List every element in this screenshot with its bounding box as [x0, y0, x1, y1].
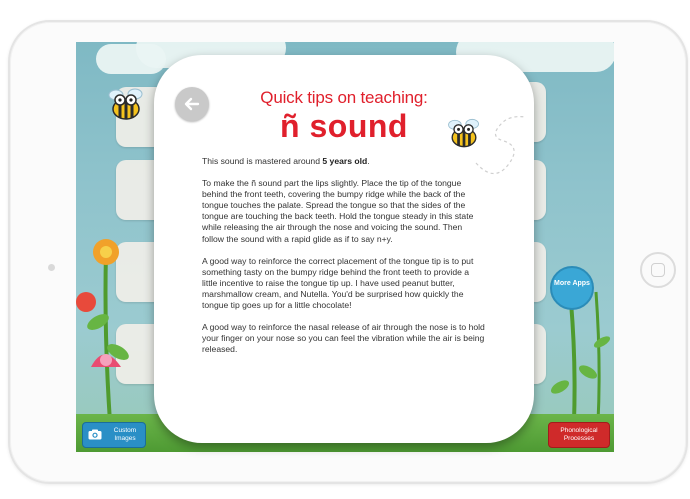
cloud	[96, 44, 166, 74]
camera-icon	[88, 429, 102, 440]
tip-paragraph: A good way to reinforce the correct placement of the tongue tip is to put something tasty on the bumpy ridge behind the front teeth to provide a little incentive to raise the tongue tip up. I have used peanut butter, marshmallow cream, and Nutella. You'd be surprised how quickly the tongue tip goes up for a little chocolate!	[202, 255, 474, 311]
more-apps-button[interactable]	[550, 266, 594, 310]
bee-mascot-icon	[444, 113, 484, 153]
teaching-tips-modal	[154, 55, 534, 443]
phonological-processes-button[interactable]	[548, 422, 610, 448]
intro-paragraph: This sound is mastered around 5 years old.	[202, 156, 370, 166]
home-button[interactable]	[640, 252, 676, 288]
tip-paragraph: To make the ñ sound part the lips slightly. Place the tip of the tongue behind the front teeth, covering the bumpy ridge while the back of the tongue touches the palate. Spread the tongue so that the sides of the tongue are touching the back teeth. Hold the tongue steady in this state while releasing the air through the nose and voicing the sound. Then follow the sound with a rapid glide as if to say n+y.	[202, 178, 474, 244]
custom-images-button[interactable]	[82, 422, 146, 448]
modal-body	[202, 156, 486, 366]
flower-decoration-left	[76, 232, 146, 422]
custom-images-label: Custom Images	[113, 427, 137, 442]
bee-mascot-icon	[104, 82, 148, 126]
mastery-age: 5 years old	[322, 156, 368, 166]
modal-subtitle: Quick tips on teaching:	[260, 88, 428, 107]
front-camera	[48, 264, 55, 271]
modal-title: ñ sound	[280, 108, 408, 144]
tip-paragraph: A good way to reinforce the nasal release of air through the nose is to hold your finger on your nose so you can feel the vibration while the air is being released.	[202, 322, 485, 355]
more-apps-label: More Apps	[554, 280, 590, 287]
phonological-processes-label: Phonological Processes	[560, 427, 598, 442]
